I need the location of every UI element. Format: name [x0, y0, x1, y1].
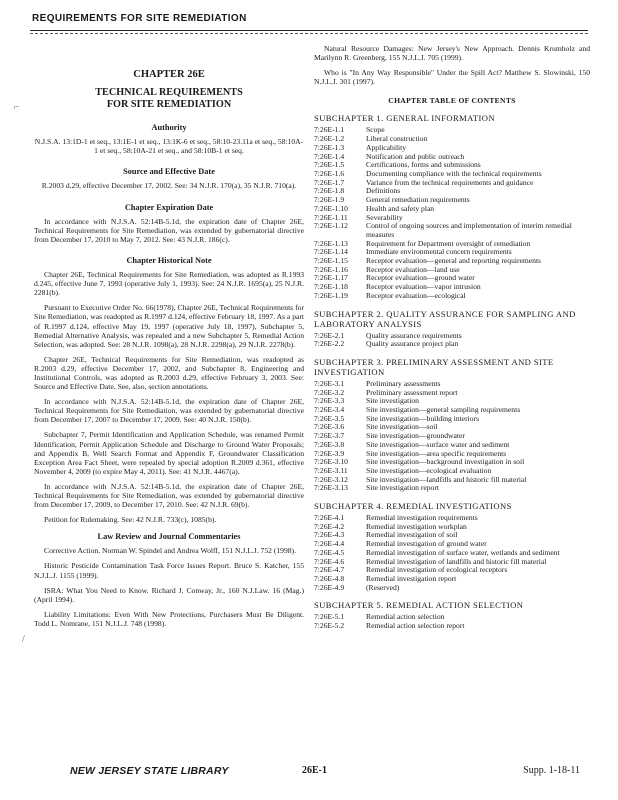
left-column: [34, 44, 304, 634]
toc-entry: [314, 622, 590, 631]
margin-mark: ⌐: [14, 102, 20, 113]
law-review-heading: Law Review and Journal Commentaries: [97, 532, 241, 542]
section-number: 7:26E-4.9: [314, 582, 345, 592]
section-title: Receptor evaluation—vapor intrusion: [366, 282, 481, 292]
section-title: Receptor evaluation—general and reporting requirements: [366, 256, 542, 266]
header-rule: [30, 30, 588, 31]
section-number: 7:26E-4.8: [314, 574, 345, 583]
section-title: Variance from the technical requirements and guidance: [366, 177, 534, 187]
section-number: 7:26E-3.6: [314, 422, 345, 432]
supplement-date: Supp. 1-18-11: [523, 765, 580, 776]
section-number: 7:26E-1.6: [314, 168, 345, 178]
authority-text: N.J.S.A. 13:1D-1 et seq., 13:1E-1 et seq., 13:1K-6 et seq., 58:10-23.11a et seq., 58:10A-1 et seq., 58:10A-21 et seq., and 58:10B-1 et seq.: [34, 137, 304, 156]
section-title: Requirement for Department oversight of remediation: [366, 238, 531, 248]
commentary-entry: Corrective Action. Norman W. Spindel and Andrea Wolff, 151 N.J.L.J. 752 (1998).: [44, 546, 296, 556]
law-review-list: [34, 546, 304, 628]
section-title: Remedial investigation requirements: [366, 513, 478, 523]
chapter-title-line2: FOR SITE REMEDIATION: [106, 99, 232, 111]
section-number: 7:26E-3.2: [314, 387, 345, 397]
section-number: 7:26E-1.18: [314, 282, 348, 292]
commentary-entry: ISRA: What You Need to Know. Richard J. Conway, Jr., 160 N.J.Law. 16 (Mag.) (April 1994).: [34, 585, 304, 604]
section-title: Remedial investigation of ground water: [366, 539, 487, 549]
section-title: Site investigation—background investigation in soil: [366, 457, 525, 467]
history-paragraph: In accordance with N.J.S.A. 52:14B-5.1d, the expiration date of Chapter 26E, Technical Requirements for Site Remediation, was extended by gubernatorial directive from December 17, 2007 to December 17, 2009. See: 40 N.J.R. 150(b).: [34, 397, 304, 425]
section-number: 7:26E-1.13: [314, 238, 348, 248]
section-number: 7:26E-3.4: [314, 405, 345, 415]
section-number: 7:26E-1.1: [314, 125, 345, 135]
section-number: 7:26E-1.9: [314, 195, 345, 205]
section-number: 7:26E-3.11: [314, 465, 348, 475]
table-of-contents: [314, 113, 590, 630]
history-paragraph: Chapter 26E, Technical Requirements for Site Remediation, was readopted as R.2003 d.29, effective December 17, 2002, and Subchapter 8, Engineering and Institutional Controls, was adopted as R.2003 d.29, effective February 3, 2003. See: Source and Effective Date. See, also, section annotations.: [34, 354, 304, 392]
history-notes: [34, 270, 304, 524]
section-title: Receptor evaluation—ground water: [366, 273, 475, 283]
section-number: 7:26E-1.2: [314, 134, 345, 144]
history-paragraph: Petition for Rulemaking. See: 42 N.J.R. 733(c), 1085(b).: [44, 515, 217, 525]
subchapter-heading: SUBCHAPTER 5. REMEDIAL ACTION SELECTION: [314, 600, 524, 611]
section-number: 7:26E-3.3: [314, 396, 345, 406]
toc-entry: [314, 575, 590, 584]
toc-entry: [314, 584, 590, 593]
history-paragraph: Subchapter 7, Permit Identification and Application Schedule, was renamed Permit Identification, Permit Application Schedule and Discharge to Ground Water Proposals; and Appendix B, Well Search Format and Appendix F, Groundwater Classification Exception Area Fact Sheet, were repealed by special adoption R.2009 d.361, effective November 4, 2009 (to expire May 4, 2011). See: 41 N.J.R. 4467(a).: [34, 430, 304, 476]
footer: [32, 765, 588, 781]
subchapter-heading: SUBCHAPTER 1. GENERAL INFORMATION: [314, 113, 495, 124]
section-number: 7:26E-1.12: [314, 221, 348, 231]
section-title: (Reserved): [366, 582, 400, 592]
section-number: 7:26E-3.8: [314, 439, 345, 449]
section-number: 7:26E-3.10: [314, 457, 348, 467]
authority-heading: Authority: [151, 123, 187, 133]
section-title: Preliminary assessment report: [366, 387, 458, 397]
section-number: 7:26E-5.1: [314, 612, 345, 622]
margin-mark: /: [22, 634, 25, 645]
section-title: Site investigation—soil: [366, 422, 438, 432]
section-number: 7:26E-3.13: [314, 483, 348, 493]
section-number: 7:26E-1.19: [314, 290, 348, 300]
section-number: 7:26E-4.2: [314, 521, 345, 531]
commentary-entry: Historic Pesticide Contamination Task Force Issues Report. Bruce S. Katcher, 155 N.J.L.J. 1155 (1999).: [34, 561, 304, 580]
section-title: Remedial investigation of landfills and historic fill material: [366, 556, 547, 566]
header-rule-dashed: [30, 33, 588, 34]
section-title: Control of ongoing sources and implementation of interim remedial measures: [366, 221, 572, 239]
section-title: Definitions: [366, 186, 401, 196]
toc-entry: [314, 389, 590, 398]
toc-title: CHAPTER TABLE OF CONTENTS: [388, 96, 516, 106]
toc-entry: [314, 205, 590, 214]
section-title: Notification and public outreach: [366, 151, 465, 161]
history-paragraph: Chapter 26E, Technical Requirements for Site Remediation, was adopted as R.1993 d.245, effective June 7, 1993 (operative July 1, 1993). See: 24 N.J.R. 1695(a), 25 N.J.R. 2281(b).: [34, 270, 304, 298]
toc-entry: [314, 292, 590, 301]
section-number: 7:26E-1.11: [314, 212, 348, 222]
history-heading: Chapter Historical Note: [126, 255, 212, 265]
running-head: REQUIREMENTS FOR SITE REMEDIATION: [32, 13, 247, 24]
section-title: Severability: [366, 212, 403, 222]
section-number: 7:26E-1.16: [314, 264, 348, 274]
section-title: Site investigation: [366, 396, 419, 406]
section-number: 7:26E-3.5: [314, 413, 345, 423]
history-paragraph: In accordance with N.J.S.A. 52:14B-5.1d, the expiration date of Chapter 26E, Technical Requirements for Site Remediation, was extended by gubernatorial directive from December 17, 2009, to December 17, 2010. See: 42 N.J.R. 69(b).: [34, 481, 304, 510]
subchapter-heading: SUBCHAPTER 3. PRELIMINARY ASSESSMENT AND SITE INVESTIGATION: [314, 356, 554, 377]
source-text: R.2003 d.29, effective December 17, 2002. See: 34 N.J.R. 170(a), 35 N.J.R. 710(a).: [41, 181, 297, 191]
expiration-text: In accordance with N.J.S.A. 52:14B-5.1d, the expiration date of Chapter 26E, Technical Requirements for Site Remediation, was extended by gubernatorial directive from December 17, 2010 to May 7, 2012. See: 43 N.J.R. 186(c).: [34, 216, 304, 244]
toc-entry: [314, 126, 590, 135]
toc-entry: [314, 196, 590, 205]
toc-entry: [314, 415, 590, 424]
section-number: 7:26E-3.12: [314, 474, 348, 484]
section-title: Preliminary assessments: [366, 378, 441, 388]
chapter-title: [34, 87, 304, 111]
section-title: Quality assurance requirements: [366, 330, 462, 340]
section-title: Remedial investigation of surface water, wetlands and sediment: [366, 547, 560, 557]
section-title: Certifications, forms and submissions: [366, 160, 481, 170]
section-title: Applicability: [366, 142, 407, 152]
section-number: 7:26E-1.7: [314, 177, 345, 187]
section-title: Receptor evaluation—ecological: [366, 290, 466, 300]
toc-entry: [314, 222, 590, 239]
page-number: 26E-1: [302, 765, 327, 776]
section-title: Receptor evaluation—land use: [366, 264, 460, 274]
section-title: General remediation requirements: [366, 195, 470, 205]
section-title: Site investigation—groundwater: [366, 431, 465, 441]
section-number: 7:26E-3.1: [314, 378, 345, 388]
toc-entry: [314, 135, 590, 144]
section-title: Site investigation—area specific requirements: [366, 448, 507, 458]
right-column: [314, 44, 590, 631]
commentary-entry: Natural Resource Damages: New Jersey's New Approach. Dennis Krumholz and Marilynn R. Greenberg, 155 N.J.L.J. 705 (1999).: [314, 44, 590, 63]
commentaries-continued: [314, 44, 590, 86]
section-title: Remedial investigation of soil: [366, 530, 458, 540]
section-number: 7:26E-4.6: [314, 556, 345, 566]
section-number: 7:26E-4.7: [314, 565, 345, 575]
library-stamp: NEW JERSEY STATE LIBRARY: [70, 765, 229, 777]
section-title: Remedial investigation of ecological receptors: [366, 565, 508, 575]
section-title: Liberal construction: [366, 134, 428, 144]
section-title: Scope: [366, 125, 385, 135]
toc-entry: [314, 484, 590, 493]
section-title: Site investigation—surface water and sediment: [366, 439, 510, 449]
section-number: 7:26E-4.1: [314, 513, 345, 523]
section-number: 7:26E-4.5: [314, 547, 345, 557]
section-number: 7:26E-4.3: [314, 530, 345, 540]
section-title: Quality assurance project plan: [366, 339, 459, 349]
section-number: 7:26E-2.2: [314, 339, 345, 349]
section-number: 7:26E-1.15: [314, 256, 348, 266]
section-number: 7:26E-1.10: [314, 203, 348, 213]
section-number: 7:26E-1.3: [314, 142, 345, 152]
toc-entry: [314, 179, 590, 188]
section-title: Site investigation—general sampling requirements: [366, 405, 521, 415]
subchapter-heading: SUBCHAPTER 2. QUALITY ASSURANCE FOR SAMPLING AND LABORATORY ANALYSIS: [314, 308, 576, 329]
section-number: 7:26E-1.4: [314, 151, 345, 161]
section-number: 7:26E-3.7: [314, 431, 345, 441]
section-title: Site investigation—building interiors: [366, 413, 480, 423]
section-number: 7:26E-4.4: [314, 539, 345, 549]
history-paragraph: Pursuant to Executive Order No. 66(1978), Chapter 26E, Technical Requirements for Site Remediation, was readopted as R.1997 d.124, effective February 18, 1997. As a part of R.1997 d.124, effective May 19, 1997 (operative July 18, 1997), Subchapter 5, Remedial Alternative Analysis, was repealed and a new Subchapter 5, Remedial Action Selection, was adopted. See: 28 N.J.R. 1098(a), 28 N.J.R. 2298(a), 29 N.J.R. 2278(b).: [34, 303, 305, 349]
section-title: Documenting compliance with the technical requirements: [366, 168, 542, 178]
commentary-entry: Who is "In Any Way Responsible" Under the Spill Act? Matthew S. Slowinski, 150 N.J.L.J. 301 (1997).: [314, 68, 590, 87]
section-number: 7:26E-5.2: [314, 621, 345, 631]
section-title: Immediate environmental concern requirements: [366, 247, 512, 257]
section-title: Site investigation—landfills and historic fill material: [366, 474, 527, 484]
section-number: 7:26E-1.17: [314, 273, 348, 283]
section-title: Remedial investigation workplan: [366, 521, 467, 531]
section-title: Health and safety plan: [366, 203, 435, 213]
subchapter-heading: SUBCHAPTER 4. REMEDIAL INVESTIGATIONS: [314, 501, 512, 512]
section-title: Remedial action selection report: [366, 621, 465, 631]
section-number: 7:26E-1.14: [314, 247, 348, 257]
source-heading: Source and Effective Date: [123, 167, 215, 177]
toc-entry: [314, 476, 590, 485]
chapter-title-line1: TECHNICAL REQUIREMENTS: [95, 87, 243, 99]
toc-entry: [314, 340, 590, 349]
section-number: 7:26E-1.5: [314, 160, 345, 170]
section-number: 7:26E-3.9: [314, 448, 345, 458]
section-title: Site investigation—ecological evaluation: [366, 465, 492, 475]
section-title: Remedial action selection: [366, 612, 445, 622]
section-number: 7:26E-1.8: [314, 186, 345, 196]
section-title: Remedial investigation report: [366, 574, 457, 583]
section-title: Site investigation report: [366, 483, 439, 493]
expiration-heading: Chapter Expiration Date: [124, 202, 214, 212]
section-number: 7:26E-2.1: [314, 330, 345, 340]
chapter-number: CHAPTER 26E: [133, 69, 205, 80]
commentary-entry: Liability Limitations: Even With New Protections, Purchasers Must Be Diligent. Todd L. Nomrane, 151 N.J.L.J. 748 (1998).: [34, 609, 304, 628]
